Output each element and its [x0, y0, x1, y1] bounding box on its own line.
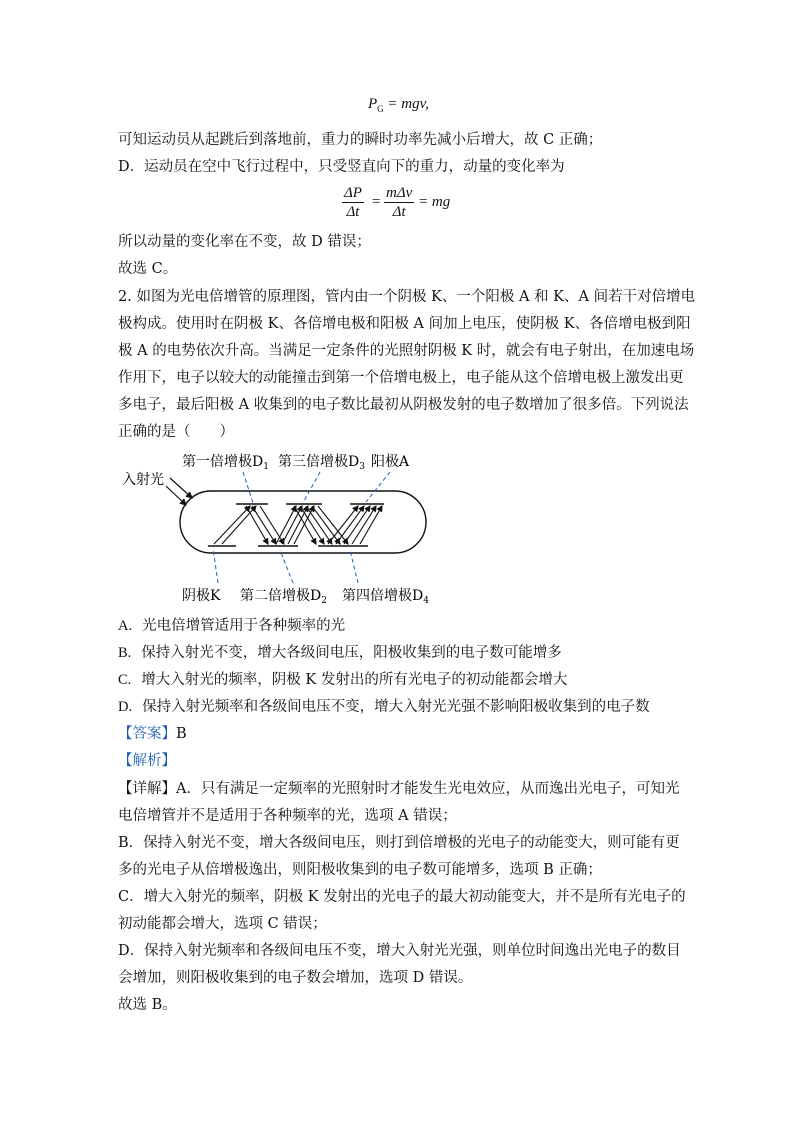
option-d: [118, 697, 650, 717]
option-a: [118, 616, 345, 636]
explain-line: C．增大入射光的频率，阴极 K 发射出的光电子的最大初动能变大，并不是所有光电子的: [118, 889, 686, 905]
explain-line: 【详解】A．只有满足一定频率的光照射时才能发生光电效应，从而逸出光电子，可知光: [118, 781, 680, 797]
electron-paths: [214, 506, 382, 544]
explain-line: 故选 B。: [118, 997, 177, 1013]
option-letter: A.: [118, 618, 133, 634]
cathode-label: 阴极K: [182, 588, 221, 604]
answer-line: [118, 724, 187, 744]
fraction-dp-dt: [342, 184, 364, 221]
answer-value: B: [176, 726, 187, 742]
first-dynode-label: 第一倍增极$D_1$: [182, 454, 269, 472]
fraction-numerator: ΔP: [344, 185, 362, 201]
explain-line: B．保持入射光不变，增大各级间电压，则打到倍增极的光电子的动能变大，则可能有更: [118, 835, 680, 851]
explain-line: 多的光电子从倍增极逸出，则阳极收集到的电子数可能增多，选项 B 正确；: [118, 862, 602, 878]
text-line: 所以动量的变化率在不变，故 D 错误；: [118, 234, 371, 250]
formula-result: = mg: [418, 194, 451, 210]
text-line: 故选 C。: [118, 261, 178, 277]
incident-light-label: 入射光: [122, 472, 164, 488]
fourth-dynode-label: 第四倍增极$D_4$: [342, 588, 429, 606]
leader-lines: [213, 472, 390, 583]
text-line: D．运动员在空中飞行过程中，只受竖直向下的重力，动量的变化率为: [118, 159, 565, 175]
fraction-numerator: mΔv: [386, 185, 413, 201]
answer-tag: 【答案】: [118, 726, 176, 742]
text-line: 可知运动员从起跳后到落地前，重力的瞬时功率先减小后增大，故 C 正确；: [118, 132, 603, 148]
fraction-mdv-dt: [384, 184, 414, 221]
formula-rhs: = mgv,: [387, 96, 429, 112]
explain-line: D．保持入射光频率和各级间电压不变，增大入射光光强，则单位时间逸出光电子的数目: [118, 943, 681, 959]
power-formula: [368, 96, 429, 114]
option-b: [118, 643, 562, 663]
formula-lhs: P: [368, 96, 378, 112]
anode-label: 阳极A: [371, 454, 410, 470]
fraction-denominator: Δt: [392, 204, 406, 220]
option-c: [118, 670, 567, 690]
option-letter: C.: [118, 672, 132, 688]
fraction-denominator: Δt: [346, 204, 360, 220]
option-text: 光电倍增管适用于各种频率的光: [142, 618, 346, 634]
explain-line: 会增加，则阳极收集到的电子数会增加，选项 D 错误。: [118, 970, 473, 986]
analysis-tag: 【解析】: [118, 753, 176, 769]
question-line: 极构成。使用时在阴极 K、各倍增电极和阳极 A 间加上电压，使阴极 K、各倍增电极到阳: [118, 316, 691, 332]
equals-sign: =: [372, 194, 381, 210]
explain-line: 电倍增管并不是适用于各种频率的光，选项 A 错误；: [118, 808, 457, 824]
option-text: 保持入射光不变，增大各级间电压，阳极收集到的电子数可能增多: [141, 645, 562, 661]
question-line: 作用下，电子以较大的动能撞击到第一个倍增电极上，电子能从这个倍增电极上激发出更: [118, 370, 684, 386]
third-dynode-label: 第三倍增极$D_3$: [278, 454, 365, 472]
photomultiplier-diagram: [118, 448, 448, 608]
second-dynode-label: 第二倍增极$D_2$: [240, 588, 327, 606]
formula-subscript: G: [377, 104, 384, 114]
option-letter: B.: [118, 645, 132, 661]
option-letter: D.: [118, 699, 133, 715]
option-text: 增大入射光的频率，阴极 K 发射出的所有光电子的初动能都会增大: [141, 672, 568, 688]
question-line: 正确的是（ ）: [118, 424, 234, 440]
question-line: 多电子，最后阳极 A 收集到的电子数比最初从阴极发射的电子数增加了很多倍。下列说法: [118, 397, 689, 413]
question-line: 2. 如图为光电倍增管的原理图，管内由一个阴极 K、一个阳极 A 和 K、A 间若干对倍增电: [118, 289, 696, 305]
question-line: 极 A 的电势依次升高。当满足一定条件的光照射阴极 K 时，就会有电子射出，在加速电场: [118, 343, 695, 359]
explain-line: 初动能都会增大，选项 C 错误；: [118, 916, 327, 932]
option-text: 保持入射光频率和各级间电压不变，增大入射光光强不影响阳极收集到的电子数: [142, 699, 650, 715]
